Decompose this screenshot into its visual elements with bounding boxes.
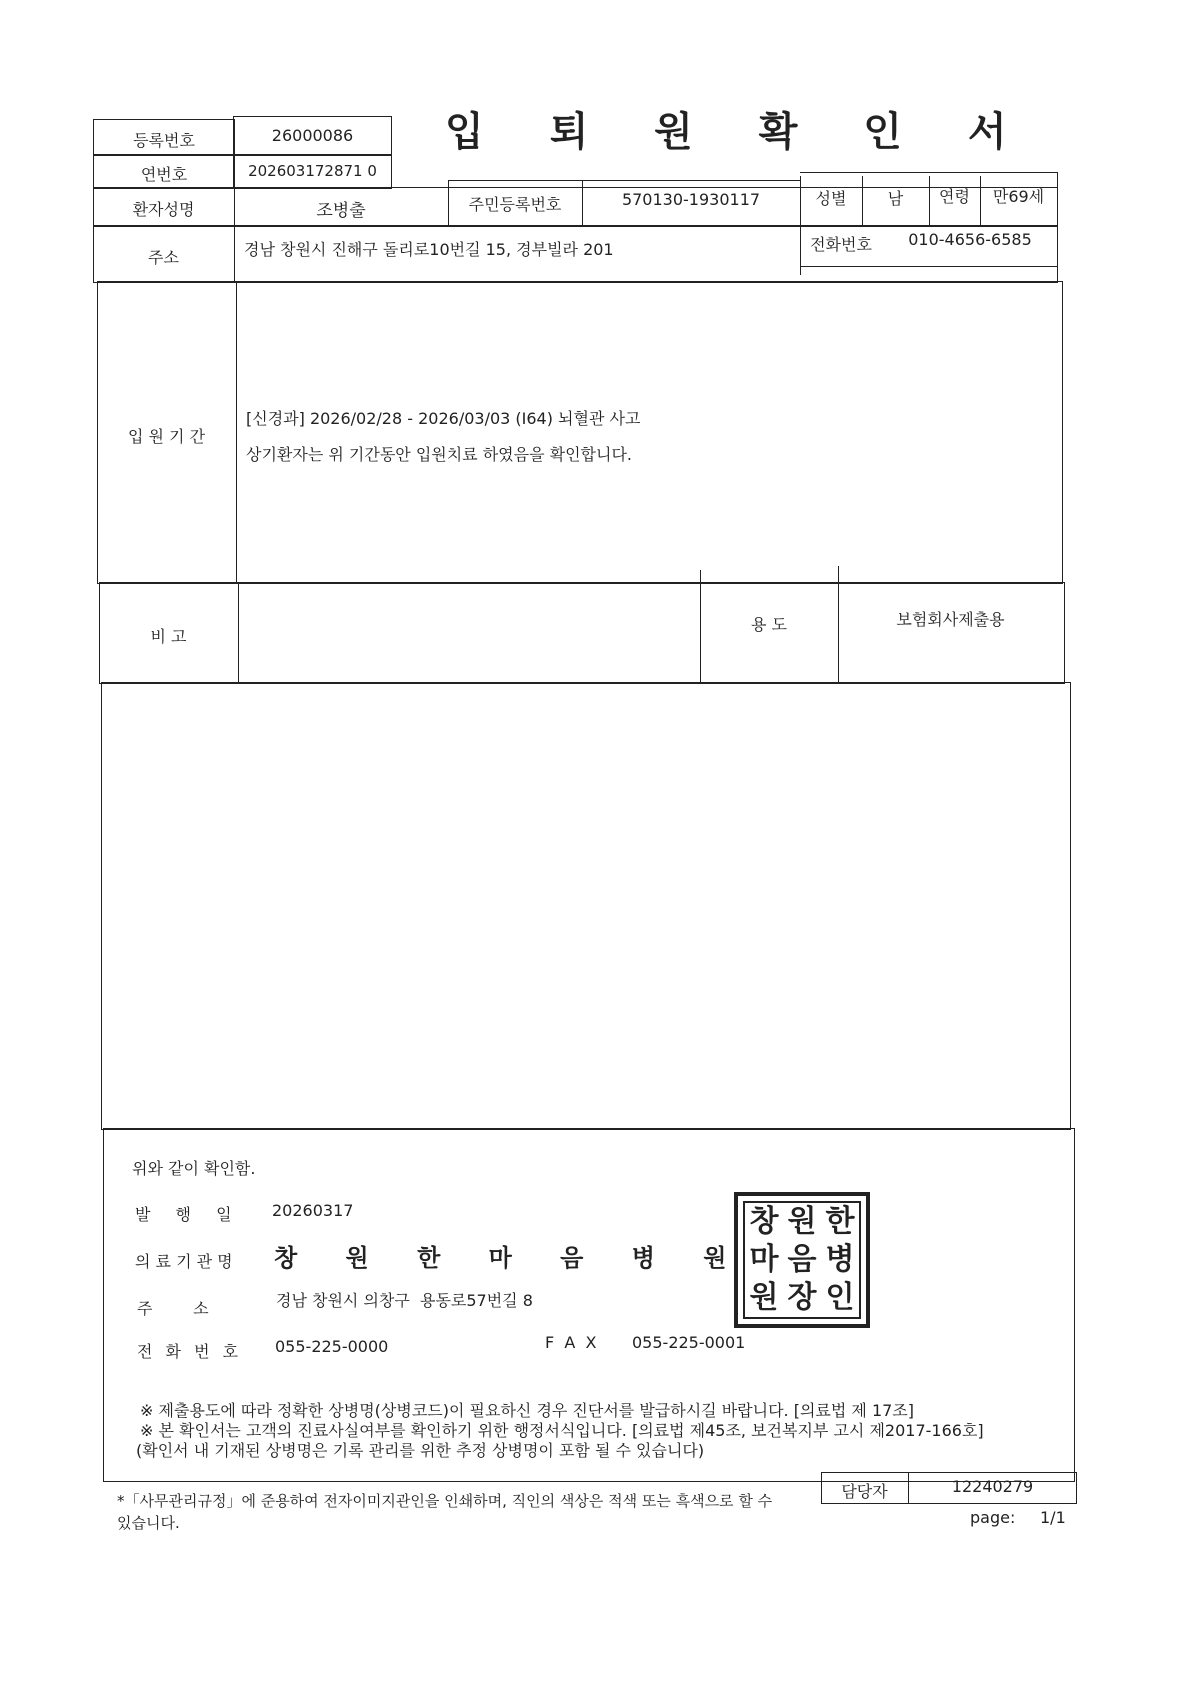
reg-no-label-cell <box>93 119 235 156</box>
note-line3: (확인서 내 기재된 상병명은 기록 관리를 위한 추정 상병명이 포함 될 수 있습니다) <box>136 1441 705 1460</box>
remarks-section <box>99 582 1065 684</box>
footer-notice-line2: 있습니다. <box>117 1514 180 1532</box>
divider <box>1057 172 1058 227</box>
seal-char: 원 <box>787 1204 817 1239</box>
serial-value: 202603172871 0 <box>248 162 377 180</box>
address-value: 경남 창원시 진해구 돌리로10번길 15, 경부빌라 201 <box>244 240 614 259</box>
seal-char: 인 <box>825 1280 855 1315</box>
seal-char: 음 <box>787 1242 817 1277</box>
institution-phone-label: 전 화 번 호 <box>137 1342 239 1361</box>
phone-value: 010-4656-6585 <box>908 230 1032 249</box>
seal-char: 병 <box>825 1242 855 1277</box>
purpose-value: 보험회사제출용 <box>896 610 1005 629</box>
seal-char: 마 <box>749 1242 779 1277</box>
patient-name-label: 환자성명 <box>132 200 195 219</box>
fax-value: 055-225-0001 <box>632 1333 746 1352</box>
seal-char: 한 <box>825 1204 855 1239</box>
issue-date-label: 발 행 일 <box>135 1205 232 1224</box>
staff-label: 담당자 <box>841 1482 888 1501</box>
institution-label: 의 료 기 관 명 <box>135 1252 233 1271</box>
reg-no-value: 26000086 <box>271 126 354 145</box>
sex-label: 성별 <box>815 189 847 208</box>
address-label: 주소 <box>148 248 179 267</box>
blank-section <box>101 682 1071 1130</box>
staff-id: 12240279 <box>951 1477 1034 1496</box>
institution-address: 경남 창원시 의창구 용동로57번길 8 <box>276 1291 533 1310</box>
age-value: 만69세 <box>992 187 1045 206</box>
serial-label-cell <box>93 154 235 189</box>
divider <box>800 266 1058 267</box>
remarks-label: 비 고 <box>150 627 187 646</box>
seal-char: 원 <box>749 1280 779 1315</box>
institution-phone: 055-225-0000 <box>275 1337 389 1356</box>
divider <box>236 281 237 584</box>
page-label: page: <box>970 1508 1016 1527</box>
divider <box>800 172 1058 173</box>
confirmation-statement: 위와 같이 확인함. <box>132 1159 256 1178</box>
page-number: 1/1 <box>1040 1508 1066 1527</box>
seal-char: 창 <box>749 1204 779 1239</box>
fax-label: F A X <box>545 1333 597 1352</box>
admission-label: 입 원 기 간 <box>127 427 206 446</box>
serial-label: 연번호 <box>140 165 188 184</box>
reg-no-cell <box>233 116 392 156</box>
admission-line2: 상기환자는 위 기간동안 입원치료 하였음을 확인합니다. <box>246 445 633 464</box>
divider <box>234 225 235 283</box>
sex-value: 남 <box>887 189 904 208</box>
institution-name: 창 원 한 마 음 병 원 <box>274 1244 727 1272</box>
admission-section <box>97 281 1063 584</box>
divider <box>238 582 239 684</box>
admission-line1: [신경과] 2026/02/28 - 2026/03/03 (I64) 뇌혈관 사고 <box>246 409 641 428</box>
note-line2: ※ 본 확인서는 고객의 진료사실여부를 확인하기 위한 행정서식입니다. [의료법 제45조, 보건복지부 고시 제2017-166호] <box>140 1421 984 1440</box>
footer-notice-line1: *「사무관리규정」에 준용하여 전자이미지관인을 인쇄하며, 직인의 색상은 적색 또는 흑색으로 할 수 <box>117 1492 773 1510</box>
issue-date-value: 20260317 <box>272 1201 354 1220</box>
resident-no-value: 570130-1930117 <box>621 190 761 209</box>
serial-cell <box>233 154 392 189</box>
seal-char: 장 <box>787 1280 817 1315</box>
note-line1: ※ 제출용도에 따라 정확한 상병명(상병코드)이 필요하신 경우 진단서를 발급하시길 바랍니다. [의료법 제 17조] <box>140 1401 915 1420</box>
purpose-label: 용 도 <box>751 615 787 634</box>
institution-address-label: 주 소 <box>137 1299 209 1318</box>
patient-name-value: 조병출 <box>316 201 366 221</box>
official-seal <box>734 1192 870 1328</box>
reg-no-label: 등록번호 <box>133 131 195 150</box>
resident-no-label: 주민등록번호 <box>468 195 562 214</box>
divider <box>448 180 800 181</box>
document-title: 입 퇴 원 확 인 서 <box>445 109 1033 155</box>
age-label: 연령 <box>939 187 970 206</box>
phone-label: 전화번호 <box>810 235 872 254</box>
